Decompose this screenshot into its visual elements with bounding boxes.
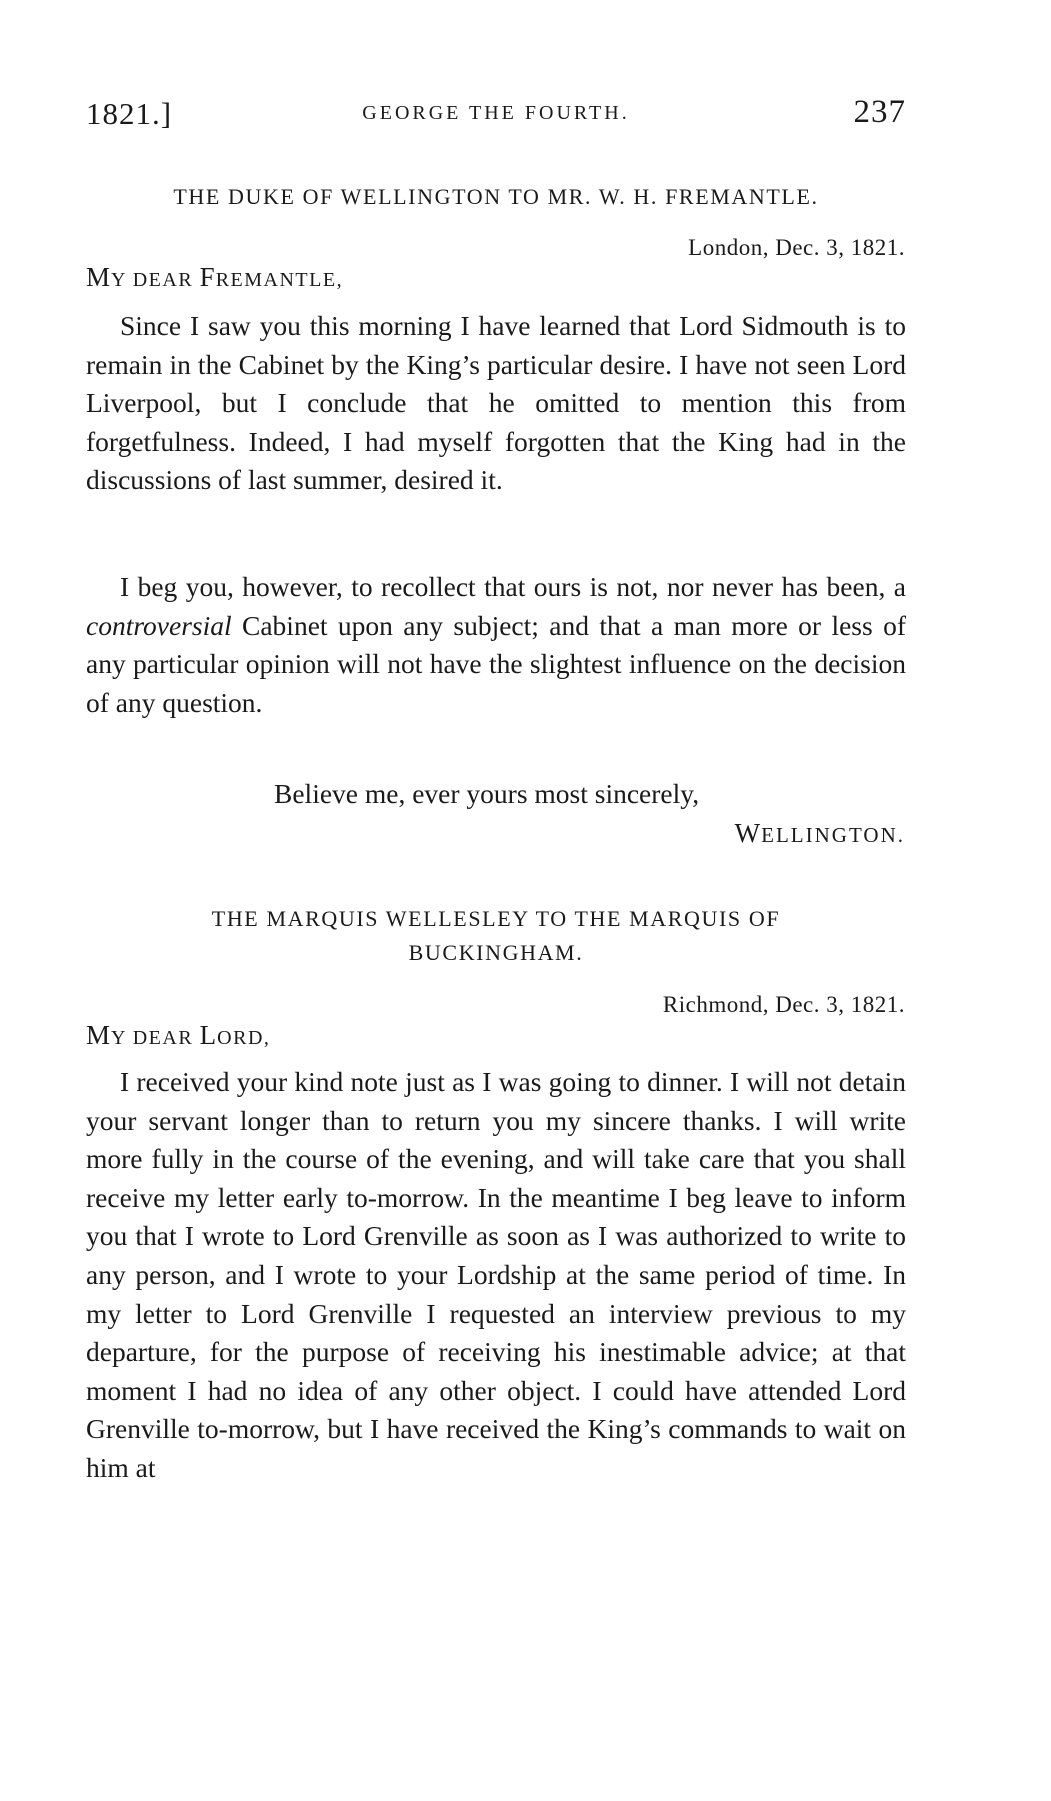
salutation-initial: M <box>86 1020 112 1050</box>
letter-1-salutation <box>86 262 343 293</box>
letter-2-heading-line-1: THE MARQUIS WELLESLEY TO THE MARQUIS OF <box>211 906 781 931</box>
paragraph-2-part-2: Cabinet upon any subject; and that a man more or less of any particular opinion will not have the slightest influence on the decision of any question. <box>86 609 906 718</box>
running-head <box>86 96 906 136</box>
letter-2-dateline: Richmond, Dec. 3, 1821. <box>662 992 905 1017</box>
page-number: 237 <box>853 94 906 130</box>
letter-1-dateline: London, Dec. 3, 1821. <box>688 235 905 260</box>
letter-1-paragraph-2 <box>86 568 906 722</box>
letter-1-signature <box>735 818 905 849</box>
salutation-small-caps-2: ORD, <box>217 1027 271 1049</box>
salutation-small-caps: Y DEAR <box>111 1027 200 1049</box>
letter-2-salutation <box>86 1020 270 1051</box>
salutation-initial-2: F <box>199 262 216 292</box>
salutation-initial-2: L <box>199 1020 218 1050</box>
letter-1-closing: Believe me, ever yours most sincerely, <box>274 778 700 809</box>
letter-2-paragraph: I received your kind note just as I was going to dinner. I will not detain your servant longer than to return you my sincere thanks. I will write more fully in the course of the evening, and will take care that you shall receive my letter early to-morrow. In the meantime I beg leave to inform you that I wrote to Lord Grenville as soon as I was authorized to write to any person, and I wrote to your Lordship at the same period of time. In my letter to Lord Grenville I requested an interview previous to my departure, for the purpose of receiving his inestimable advice; at that moment I had no idea of any other object. I could have attended Lord Grenville to-morrow, but I have received the King’s commands to wait on him at <box>86 1066 906 1483</box>
letter-1-paragraph-1: Since I saw you this morning I have learned that Lord Sidmouth is to remain in the Cabinet by the King’s particular desire. I have not seen Lord Liverpool, but I conclude that he omitted to mention this from forgetfulness. Indeed, I had myself forgotten that the King had in the discussions of last summer, desired it. <box>86 310 906 496</box>
letter-2-heading <box>86 902 906 970</box>
signature-initial: W <box>734 818 762 848</box>
letter-2-heading-line-2: BUCKINGHAM. <box>408 940 584 965</box>
salutation-small-caps: Y DEAR <box>111 269 200 291</box>
italic-word: controversial <box>86 609 232 641</box>
salutation-initial: M <box>86 262 112 292</box>
signature-small-caps: ELLINGTON. <box>761 823 905 847</box>
running-head-title: GEORGE THE FOURTH. <box>362 102 630 124</box>
letter-1-heading: THE DUKE OF WELLINGTON TO MR. W. H. FREMANTLE. <box>173 184 819 209</box>
salutation-small-caps-2: REMANTLE, <box>215 269 344 291</box>
paragraph-2-part-1: I beg you, however, to recollect that ours is not, nor never has been, a <box>120 571 906 602</box>
running-head-year: 1821.] <box>86 96 173 131</box>
